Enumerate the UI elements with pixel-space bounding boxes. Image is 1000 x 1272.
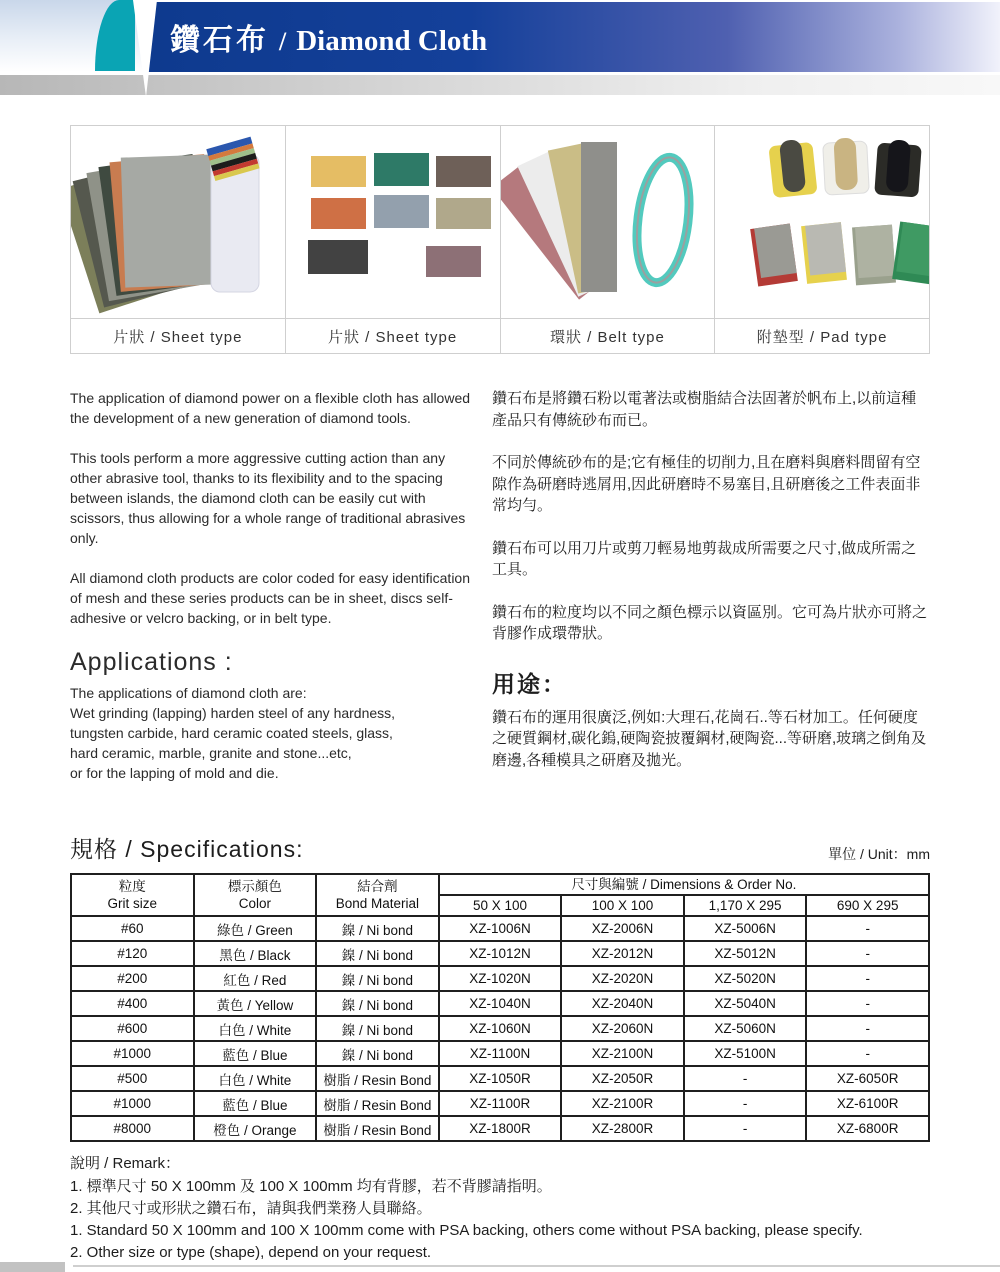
- order-no-cell: -: [684, 1116, 807, 1141]
- color-cell: 橙色 / Orange: [194, 1116, 317, 1141]
- specifications-section: [70, 831, 930, 1142]
- table-row: [71, 1016, 929, 1041]
- order-no-cell: XZ-5020N: [684, 966, 807, 991]
- color-cell: 藍色 / Blue: [194, 1041, 317, 1066]
- grit-cell: #120: [71, 941, 194, 966]
- color-cell: 白色 / White: [194, 1066, 317, 1091]
- order-no-cell: XZ-1006N: [439, 916, 562, 941]
- applications-line: hard ceramic, marble, granite and stone...etc,: [70, 745, 352, 761]
- gallery-caption-sheet-stack: 片狀 / Sheet type: [71, 318, 285, 353]
- pad-illustration: [716, 126, 929, 318]
- title-banner: [146, 2, 1000, 72]
- order-no-cell: XZ-1800R: [439, 1116, 562, 1141]
- sheet-stack-illustration: [71, 126, 284, 318]
- specifications-table: [70, 873, 930, 1142]
- gallery-cell-sheet-stack: [71, 126, 286, 353]
- page-title: [170, 15, 487, 59]
- order-no-cell: -: [806, 966, 929, 991]
- bond-cell: 鎳 / Ni bond: [316, 1041, 439, 1066]
- color-cell: 白色 / White: [194, 1016, 317, 1041]
- order-no-cell: XZ-6050R: [806, 1066, 929, 1091]
- order-no-cell: XZ-5012N: [684, 941, 807, 966]
- table-row: [71, 1066, 929, 1091]
- swatch-grid-illustration: [286, 126, 499, 318]
- belt-type-photo: [501, 126, 715, 318]
- white-wedge-shape: [128, 0, 162, 97]
- order-no-cell: XZ-2020N: [561, 966, 684, 991]
- order-no-cell: -: [806, 941, 929, 966]
- gallery-cell-pads: [715, 126, 929, 353]
- belt-illustration: [501, 126, 714, 318]
- column-header-dimensions: 尺寸與編號 / Dimensions & Order No.: [439, 874, 929, 895]
- grit-cell: #1000: [71, 1091, 194, 1116]
- table-row: [71, 916, 929, 941]
- size-header-50x100: 50 X 100: [439, 895, 562, 916]
- gallery-caption-belts: 環狀 / Belt type: [501, 318, 715, 353]
- column-header-color: 標示顏色 Color: [194, 874, 317, 916]
- page-title-english: Diamond Cloth: [296, 25, 488, 57]
- grit-cell: #200: [71, 966, 194, 991]
- table-row: [71, 966, 929, 991]
- order-no-cell: XZ-5100N: [684, 1041, 807, 1066]
- bond-cell: 樹脂 / Resin Bond: [316, 1116, 439, 1141]
- table-row: [71, 1091, 929, 1116]
- remark-line: 1. Standard 50 X 100mm and 100 X 100mm come with PSA backing, others come without PSA backing, please specify.: [70, 1222, 863, 1239]
- size-header-1170x295: 1,170 X 295: [684, 895, 807, 916]
- color-cell: 藍色 / Blue: [194, 1091, 317, 1116]
- table-row: [71, 941, 929, 966]
- bond-cell: 鎳 / Ni bond: [316, 916, 439, 941]
- specifications-title: 規格 / Specifications:: [70, 836, 304, 862]
- bond-cell: 樹脂 / Resin Bond: [316, 1091, 439, 1116]
- grit-cell: #600: [71, 1016, 194, 1041]
- bond-cell: 鎳 / Ni bond: [316, 941, 439, 966]
- bond-cell: 鎳 / Ni bond: [316, 1016, 439, 1041]
- bond-cell: 鎳 / Ni bond: [316, 966, 439, 991]
- order-no-cell: XZ-1012N: [439, 941, 562, 966]
- color-cell: 紅色 / Red: [194, 966, 317, 991]
- usage-heading: 用途：: [492, 670, 567, 697]
- order-no-cell: -: [684, 1091, 807, 1116]
- gallery-caption-pads: 附墊型 / Pad type: [715, 318, 929, 353]
- pad-type-photo: [715, 126, 929, 318]
- product-gallery: [70, 125, 930, 354]
- intro-english-column: [70, 388, 472, 783]
- order-no-cell: XZ-1050R: [439, 1066, 562, 1091]
- gallery-caption-sheet-swatches: 片狀 / Sheet type: [286, 318, 500, 353]
- grit-cell: #8000: [71, 1116, 194, 1141]
- chinese-paragraph: 鑽石布的粒度均以不同之顏色標示以資區別。它可為片狀亦可將之背膠作成環帶狀。: [492, 603, 928, 642]
- order-no-cell: XZ-5060N: [684, 1016, 807, 1041]
- unit-label: 單位 / Unit：mm: [828, 846, 930, 862]
- chinese-paragraph: 鑽石布是將鑽石粉以電著法或樹脂結合法固著於帆布上,以前這種產品只有傳統砂布而已。: [492, 390, 917, 429]
- sheet-type-stack-photo: [71, 126, 285, 318]
- remark-line: 1. 標準尺寸 50 X 100mm 及 100 X 100mm 均有背膠，若不背膠請指明。: [70, 1178, 552, 1195]
- grit-cell: #60: [71, 916, 194, 941]
- order-no-cell: XZ-1100R: [439, 1091, 562, 1116]
- remark-line: 2. Other size or type (shape), depend on your request.: [70, 1244, 432, 1261]
- order-no-cell: XZ-2006N: [561, 916, 684, 941]
- page-header: [0, 0, 1000, 95]
- bond-cell: 鎳 / Ni bond: [316, 991, 439, 1016]
- page-title-separator: /: [279, 27, 287, 56]
- remark-line: 2. 其他尺寸或形狀之鑽石布，請與我們業務人員聯絡。: [70, 1200, 432, 1217]
- size-header-100x100: 100 X 100: [561, 895, 684, 916]
- order-no-cell: XZ-1020N: [439, 966, 562, 991]
- order-no-cell: XZ-2800R: [561, 1116, 684, 1141]
- order-no-cell: XZ-6100R: [806, 1091, 929, 1116]
- table-row: [71, 1041, 929, 1066]
- color-cell: 黑色 / Black: [194, 941, 317, 966]
- order-no-cell: XZ-1060N: [439, 1016, 562, 1041]
- gallery-cell-sheet-swatches: [286, 126, 501, 353]
- grit-cell: #500: [71, 1066, 194, 1091]
- order-no-cell: XZ-1100N: [439, 1041, 562, 1066]
- english-paragraph: The application of diamond power on a flexible cloth has allowed the development of a new generation of diamond tools.: [70, 390, 471, 426]
- applications-line: Wet grinding (lapping) harden steel of any hardness,: [70, 705, 396, 721]
- footer-rule: [73, 1265, 1000, 1267]
- order-no-cell: XZ-2100N: [561, 1041, 684, 1066]
- order-no-cell: -: [806, 1041, 929, 1066]
- english-paragraph: This tools perform a more aggressive cutting action than any other abrasive tool, thanks to its flexibility and to the spacing between islands, the diamond cloth can be easily cut with scissors, thus allowing for a whole range of traditional abrasives only.: [70, 450, 466, 546]
- order-no-cell: -: [806, 916, 929, 941]
- remark-heading: 說明 / Remark：: [70, 1155, 181, 1172]
- order-no-cell: XZ-2012N: [561, 941, 684, 966]
- order-no-cell: XZ-2040N: [561, 991, 684, 1016]
- applications-heading: Applications :: [70, 648, 233, 676]
- chinese-paragraph: 鑽石布可以用刀片或剪刀輕易地剪裁成所需要之尺寸,做成所需之工具。: [492, 539, 917, 578]
- grit-cell: #1000: [71, 1041, 194, 1066]
- order-no-cell: XZ-5040N: [684, 991, 807, 1016]
- intro-chinese-column: [492, 388, 930, 783]
- table-row: [71, 1116, 929, 1141]
- intro-section: [70, 388, 930, 783]
- column-header-grit: 粒度 Grit size: [71, 874, 194, 916]
- grit-cell: #400: [71, 991, 194, 1016]
- specifications-header: [70, 831, 930, 864]
- remark-section: [70, 1152, 930, 1264]
- table-header-row-1: [71, 874, 929, 895]
- usage-text: 鑽石布的運用很廣泛,例如:大理石,花崗石..等石材加工。任何硬度之硬質鋼材,碳化鎢,硬陶瓷披覆鋼材,硬陶瓷...等研磨,玻璃之倒角及磨邊,各種模具之研磨及拋光。: [492, 708, 927, 769]
- page-title-chinese: 鑽石布: [170, 24, 269, 57]
- color-cell: 黃色 / Yellow: [194, 991, 317, 1016]
- order-no-cell: XZ-1040N: [439, 991, 562, 1016]
- gallery-cell-belts: [501, 126, 716, 353]
- sheet-type-swatches-photo: [286, 126, 500, 318]
- applications-line: tungsten carbide, hard ceramic coated steels, glass,: [70, 725, 393, 741]
- column-header-bond: 結合劑 Bond Material: [316, 874, 439, 916]
- english-paragraph: All diamond cloth products are color coded for easy identification of mesh and these series products can be in sheet, discs self-adhesive or velcro backing, or in belt type.: [70, 570, 470, 626]
- order-no-cell: XZ-2060N: [561, 1016, 684, 1041]
- applications-line: The applications of diamond cloth are:: [70, 685, 307, 701]
- order-no-cell: -: [806, 991, 929, 1016]
- order-no-cell: XZ-6800R: [806, 1116, 929, 1141]
- applications-line: or for the lapping of mold and die.: [70, 765, 279, 781]
- chinese-paragraph: 不同於傳統砂布的是;它有極佳的切削力,且在磨料與磨料間留有空隙作為研磨時逃屑用,因此研磨時不易塞目,且研磨後之工件表面非常均勻。: [492, 454, 921, 514]
- bond-cell: 樹脂 / Resin Bond: [316, 1066, 439, 1091]
- size-header-690x295: 690 X 295: [806, 895, 929, 916]
- order-no-cell: XZ-2100R: [561, 1091, 684, 1116]
- table-row: [71, 991, 929, 1016]
- order-no-cell: XZ-2050R: [561, 1066, 684, 1091]
- color-cell: 綠色 / Green: [194, 916, 317, 941]
- order-no-cell: -: [806, 1016, 929, 1041]
- order-no-cell: -: [684, 1066, 807, 1091]
- order-no-cell: XZ-5006N: [684, 916, 807, 941]
- footer-corner-block: [0, 1262, 65, 1272]
